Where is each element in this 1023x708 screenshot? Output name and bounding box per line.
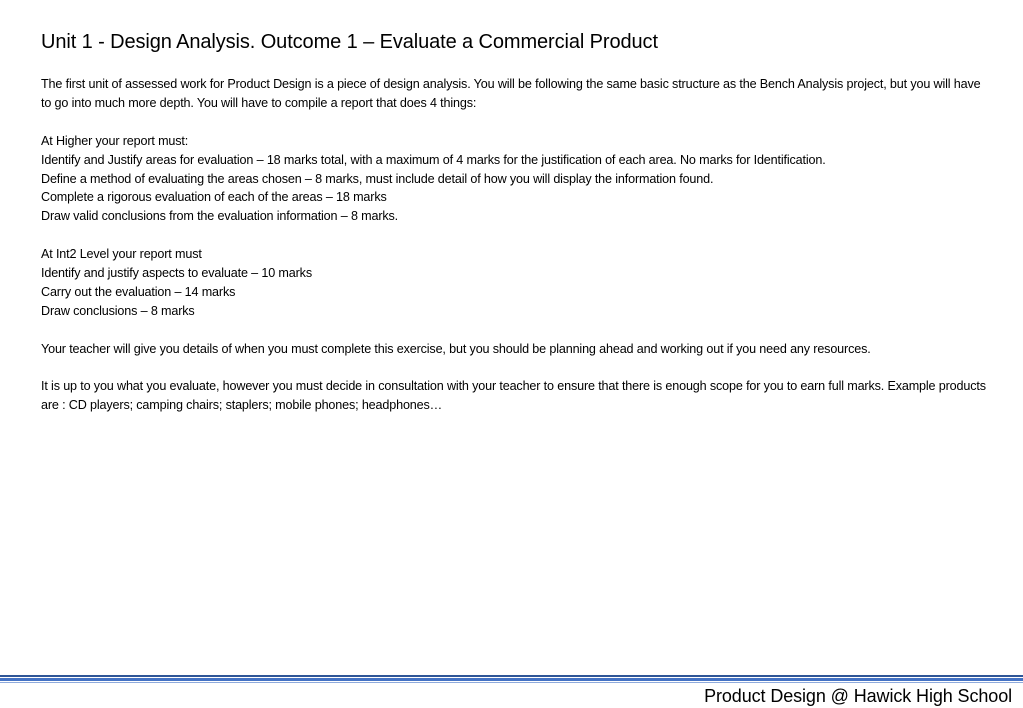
higher-item: Define a method of evaluating the areas chosen – 8 marks, must include detail of how you will display the information found. [41, 171, 714, 186]
footer-divider-mid [0, 678, 1023, 681]
footer-divider-dark [0, 675, 1023, 677]
int2-item: Carry out the evaluation – 14 marks [41, 284, 236, 299]
footer-school-name: Product Design @ Hawick High School [704, 686, 1012, 706]
intro-paragraph: The first unit of assessed work for Product Design is a piece of design analysis. You will be following the same basic structure as the Bench Analysis project, but you will have to go into much more depth. You will have to compile a report that does 4 things: [41, 77, 981, 110]
higher-item: Complete a rigorous evaluation of each of the areas – 18 marks [41, 190, 387, 205]
spacer [41, 321, 991, 340]
higher-item: Draw valid conclusions from the evaluation information – 8 marks. [41, 209, 399, 224]
spacer [41, 226, 991, 245]
int2-heading: At Int2 Level your report must [41, 247, 202, 262]
int2-item: Draw conclusions – 8 marks [41, 303, 195, 318]
higher-item: Identify and Justify areas for evaluation – 18 marks total, with a maximum of 4 marks for the justification of each area. No marks for Identification. [41, 152, 826, 167]
footer-divider [0, 675, 1023, 685]
footer-divider-light [0, 682, 1023, 683]
int2-item: Identify and justify aspects to evaluate – 10 marks [41, 266, 312, 281]
choice-note-paragraph: It is up to you what you evaluate, however you must decide in consultation with your teacher to ensure that there is enough scope for you to earn full marks. Example products are : CD players; camping chairs; staplers; mobile phones; headphones… [41, 379, 986, 413]
spacer [41, 359, 991, 378]
teacher-note-paragraph: Your teacher will give you details of when you must complete this exercise, but you should be planning ahead and working out if you need any resources. [41, 341, 871, 356]
spacer [41, 113, 991, 132]
higher-heading: At Higher your report must: [41, 133, 189, 148]
page-title: Unit 1 - Design Analysis. Outcome 1 – Evaluate a Commercial Product [41, 31, 658, 53]
body-text [41, 75, 991, 415]
